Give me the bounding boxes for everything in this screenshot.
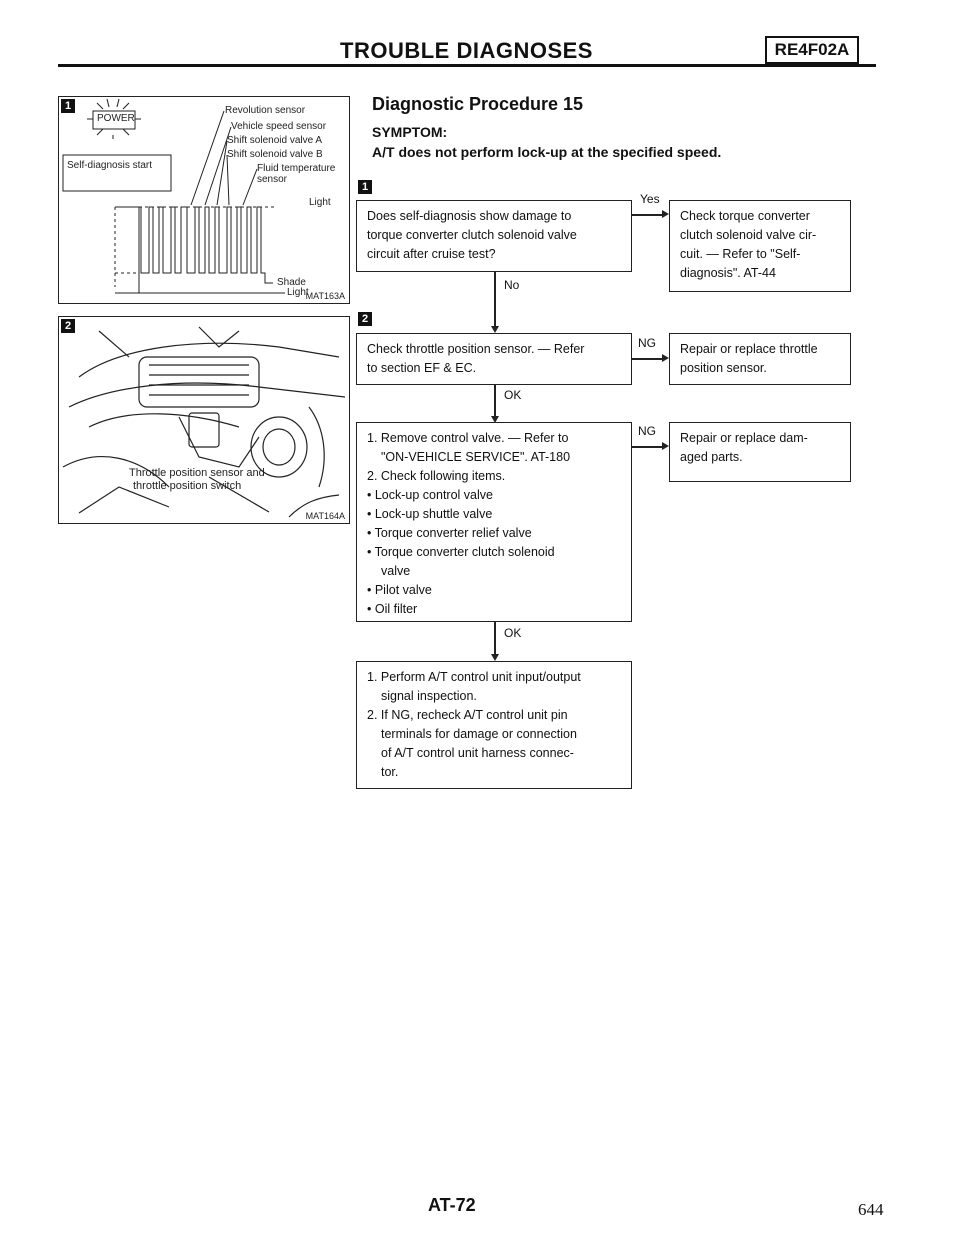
q1-line: Does self-diagnosis show damage to	[367, 209, 572, 223]
q3-line: • Lock-up control valve	[367, 488, 493, 502]
q3-ok-label: OK	[504, 626, 522, 640]
r2-line: position sensor.	[680, 361, 767, 375]
fig2-caption-line-1: Throttle position sensor and	[129, 467, 265, 479]
shade-label: Shade	[277, 277, 306, 288]
r1-line: Check torque converter	[680, 209, 810, 223]
r1-line: diagnosis". AT-44	[680, 266, 776, 280]
figure-code-1: MAT163A	[305, 291, 345, 301]
header-rule	[58, 64, 876, 67]
q3-line: • Torque converter relief valve	[367, 526, 532, 540]
r1-line: cuit. — Refer to "Self-	[680, 247, 801, 261]
q1-no-label: No	[504, 278, 520, 292]
fig2-caption-line-2: throttle position switch	[133, 480, 242, 492]
connector	[494, 385, 496, 418]
page-number: 644	[858, 1200, 884, 1219]
r1-line: clutch solenoid valve cir-	[680, 228, 817, 242]
arrow-down-icon	[491, 654, 499, 661]
flow-question-self-diagnosis	[356, 200, 632, 272]
q2-line: Check throttle position sensor. — Refer	[367, 342, 585, 356]
light-label-bottom: Light	[287, 287, 309, 298]
flow-final-control-unit-inspection	[356, 661, 632, 789]
flow-result-replace-throttle-sensor	[669, 333, 851, 385]
q3-line: 2. Check following items.	[367, 469, 506, 483]
arrow-down-icon	[491, 326, 499, 333]
q1-line: torque converter clutch solenoid valve	[367, 228, 577, 242]
figure-throttle-position-sensor	[58, 316, 350, 524]
connector	[632, 358, 662, 360]
engine-bay-illustration	[59, 317, 349, 523]
fig1-label-4: Shift solenoid valve B	[227, 149, 323, 160]
flow-result-check-clutch-solenoid	[669, 200, 851, 292]
final-line: tor.	[381, 765, 399, 779]
page-label: AT-72	[428, 1195, 476, 1215]
fig1-label-2: Vehicle speed sensor	[231, 121, 327, 132]
step-number-1: 1	[358, 180, 372, 194]
q1-line: circuit after cruise test?	[367, 247, 496, 261]
r3-line: aged parts.	[680, 450, 743, 464]
q3-ng-label: NG	[638, 424, 656, 438]
q3-line: "ON-VEHICLE SERVICE". AT-180	[381, 450, 571, 464]
symptom-text: A/T does not perform lock-up at the specified speed.	[372, 144, 722, 160]
q2-ok-label: OK	[504, 388, 522, 402]
procedure-title: Diagnostic Procedure 15	[372, 94, 584, 114]
step-number-2: 2	[358, 312, 372, 326]
power-lamp-label: POWER	[97, 113, 135, 124]
arrow-right-icon	[662, 354, 669, 362]
flow-question-control-valve	[356, 422, 632, 622]
q3-line: • Torque converter clutch solenoid	[367, 545, 555, 559]
q2-ng-label: NG	[638, 336, 656, 350]
connector	[494, 622, 496, 656]
q3-line: • Oil filter	[367, 602, 418, 616]
q3-line: 1. Remove control valve. — Refer to	[367, 431, 569, 445]
r2-line: Repair or replace throttle	[680, 342, 818, 356]
final-line: terminals for damage or connection	[381, 727, 577, 741]
fig1-label-1: Revolution sensor	[225, 105, 306, 116]
light-label-top: Light	[309, 197, 331, 208]
figure-number-2: 2	[61, 319, 75, 333]
q3-line: • Pilot valve	[367, 583, 432, 597]
fig1-label-3: Shift solenoid valve A	[227, 135, 323, 146]
flow-question-throttle-sensor	[356, 333, 632, 385]
arrow-right-icon	[662, 442, 669, 450]
figure-number-1: 1	[61, 99, 75, 113]
arrow-right-icon	[662, 210, 669, 218]
self-diagnosis-start-label: Self-diagnosis start	[67, 160, 153, 171]
final-line: 2. If NG, recheck A/T control unit pin	[367, 708, 568, 722]
q1-yes-label: Yes	[640, 192, 660, 206]
q3-line: valve	[381, 564, 411, 578]
final-line: 1. Perform A/T control unit input/output	[367, 670, 581, 684]
connector	[494, 272, 496, 328]
q2-line: to section EF & EC.	[367, 361, 477, 375]
model-code-badge: RE4F02A	[765, 36, 859, 64]
r3-line: Repair or replace dam-	[680, 431, 808, 445]
flow-result-repair-damaged-parts	[669, 422, 851, 482]
connector	[632, 214, 662, 216]
page-header-title: TROUBLE DIAGNOSES	[340, 38, 593, 63]
final-line: of A/T control unit harness connec-	[381, 746, 574, 760]
figure-self-diagnosis-signal	[58, 96, 350, 304]
fig1-label-5: Fluid temperature sensor	[257, 163, 336, 185]
connector	[632, 446, 662, 448]
symptom-label: SYMPTOM:	[372, 124, 448, 140]
q3-line: • Lock-up shuttle valve	[367, 507, 493, 521]
figure-code-2: MAT164A	[305, 511, 345, 521]
final-line: signal inspection.	[381, 689, 477, 703]
